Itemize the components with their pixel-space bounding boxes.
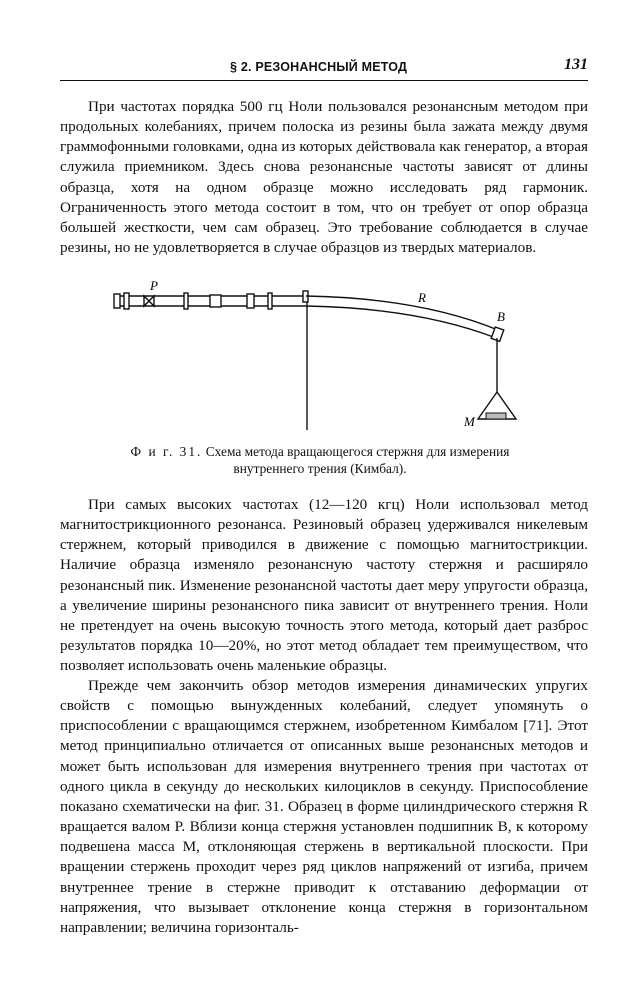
paragraph-text: Прежде чем закончить обзор методов измерения динамических упругих свойств с помощью вынужденных колебаний, следует упомянуть о приспособлении с вращающимся стержнем, изобретенном Кимбалом [71]. Этот метод принципиально отличается от описанных выше резонансных методов и может быть использован для измерения внутреннего трения при частотах от одного цикла в секунду до нескольких килоциклов в секунду. Приспособление показано схематически на фиг. 31. Образец в форме цилиндрического стержня R вращается валом P. Вблизи конца стержня установлен подшипник B, к которому подвешена масса M, отклоняющая стержень в вертикальной плоскости. При вращении стержень проходит через ряд циклов напряжений от изгиба, причем внутреннее трение в стержне приводит к отставанию деформации от напряжения, что вызывает отклонение конца стержня в горизонтальном направлении; величина горизонталь- bbox=[60, 677, 588, 936]
label-m: M bbox=[464, 414, 475, 429]
running-header bbox=[60, 58, 588, 81]
caption-label: Ф и г. 31. bbox=[130, 444, 203, 459]
shaft-collar bbox=[124, 293, 129, 309]
figure-caption bbox=[100, 443, 540, 477]
section-title: § 2. РЕЗОНАНСНЫЙ МЕТОД bbox=[230, 60, 408, 74]
paragraph-2 bbox=[60, 495, 588, 676]
page-number: 131 bbox=[564, 56, 588, 73]
shaft-flange bbox=[184, 293, 188, 309]
paragraph-text: При самых высоких частотах (12—120 кгц) Ноли использовал метод магнитострикционного резонанса. Резиновый образец удерживался никелевым стержнем, который приводился в движение с помощью магнитострикции. Наличие образца изменяло резонансную частоту стержня и расширяло резонансный пик. Изменение резонансной частоты дает меру упругости образца, а увеличение ширины резонансного пика зависит от внутреннего трения. Ноли не претендует на очень высокую точность этого метода, который дает разброс результатов порядка 10—20%, но этот метод обладает тем преимуществом, что позволяет использовать очень маленькие образцы. bbox=[60, 496, 588, 675]
shaft-coupling bbox=[210, 295, 221, 307]
rod-r-bottom bbox=[306, 306, 496, 338]
shaft-end-cap bbox=[114, 294, 120, 308]
valve-p-icon bbox=[144, 296, 154, 306]
caption-text: Схема метода вращающегося стержня для измерения внутреннего трения (Кимбал). bbox=[205, 444, 510, 476]
rotating-rod-diagram bbox=[100, 280, 540, 440]
paragraph-1 bbox=[60, 97, 588, 258]
label-p: P bbox=[150, 280, 158, 293]
label-b: B bbox=[497, 309, 505, 324]
paragraph-text: При частотах порядка 500 гц Ноли пользовался резонансным методом при продольных колебаниях, причем полоска из резины была зажата между двумя граммофонными головками, одна из которых действовала как генератор, а вторая служила приемником. Здесь снова резонансные частоты зависят от длины образца, хотя на одном образце можно исследовать ряд гармоник. Ограниченность этого метода состоит в том, что он требует от опор образца большей жесткости, чем сам образец. Это требование соблюдается в случае резины, но не удовлетворяется в случае образцов из твердых материалов. bbox=[60, 98, 588, 257]
paragraph-3 bbox=[60, 676, 588, 938]
shaft-flange-2 bbox=[268, 293, 272, 309]
label-r: R bbox=[418, 290, 426, 305]
mass-weight-icon bbox=[486, 413, 506, 419]
shaft-collar-2 bbox=[247, 294, 254, 308]
rod-r-top bbox=[306, 296, 498, 330]
